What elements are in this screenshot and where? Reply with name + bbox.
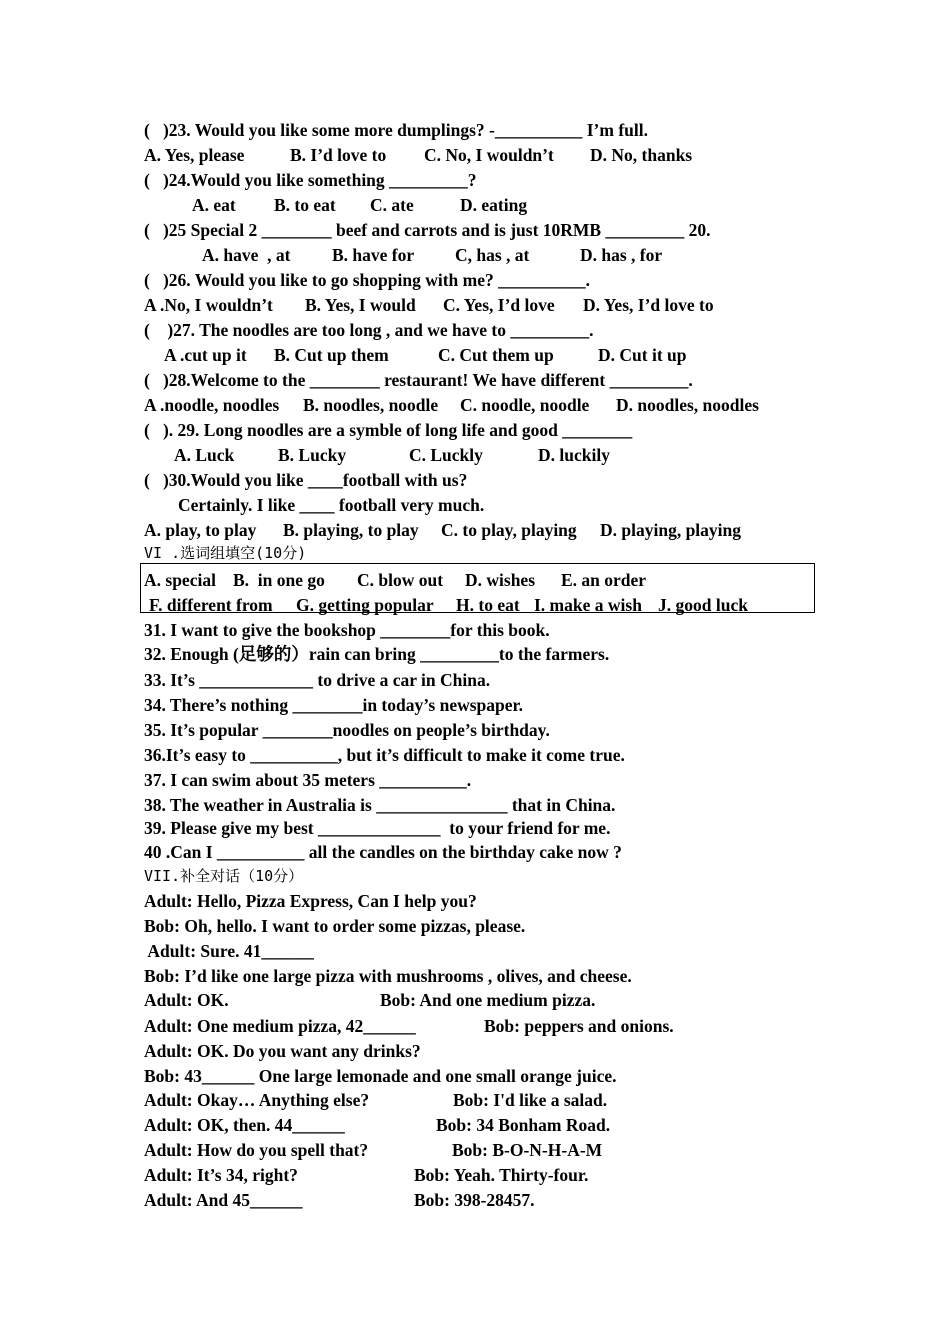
item-35: 35. It’s popular ________noodles on people’s birthday. [144, 720, 550, 740]
dialogue-adult: Adult: And 45______ [144, 1190, 303, 1210]
word-bank-f: F. different from [149, 595, 273, 615]
item-32: 32. Enough (足够的）rain can bring _________to the farmers. [144, 644, 610, 664]
option-27a: A .cut up it [164, 345, 247, 365]
dialogue-line: Bob: Oh, hello. I want to order some pizzas, please. [144, 916, 526, 936]
word-bank-c: C. blow out [357, 570, 444, 590]
option-27b: B. Cut up them [274, 345, 389, 365]
option-23c: C. No, I wouldn’t [424, 145, 554, 165]
option-24b: B. to eat [274, 195, 336, 215]
option-26a: A .No, I wouldn’t [144, 295, 273, 315]
item-31: 31. I want to give the bookshop ________for this book. [144, 620, 550, 640]
option-26b: B. Yes, I would [305, 295, 416, 315]
option-25a: A. have , at [202, 245, 291, 265]
section-7-title: VII.补全对话（10分） [144, 867, 304, 885]
question-30: ( )30.Would you like ____football with us? [144, 470, 468, 490]
item-39: 39. Please give my best ______________ to your friend for me. [144, 818, 611, 838]
question-26: ( )26. Would you like to go shopping with me? __________. [144, 270, 590, 290]
dialogue-bob: Bob: peppers and onions. [484, 1016, 674, 1036]
option-25b: B. have for [332, 245, 415, 265]
option-23b: B. I’d love to [290, 145, 387, 165]
option-26d: D. Yes, I’d love to [583, 295, 714, 315]
option-28c: C. noodle, noodle [460, 395, 590, 415]
word-bank-g: G. getting popular [296, 595, 434, 615]
question-24: ( )24.Would you like something _________? [144, 170, 477, 190]
option-29b: B. Lucky [278, 445, 347, 465]
word-bank-h: H. to eat [456, 595, 520, 615]
option-28d: D. noodles, noodles [616, 395, 759, 415]
dialogue-bob: Bob: B-O-N-H-A-M [452, 1140, 603, 1160]
dialogue-line: Bob: I’d like one large pizza with mushrooms , olives, and cheese. [144, 966, 632, 986]
dialogue-bob: Bob: And one medium pizza. [380, 990, 596, 1010]
option-24c: C. ate [370, 195, 414, 215]
dialogue-bob: Bob: I'd like a salad. [453, 1090, 608, 1110]
option-30b: B. playing, to play [283, 520, 419, 540]
option-27d: D. Cut it up [598, 345, 687, 365]
option-25c: C, has , at [455, 245, 530, 265]
question-28: ( )28.Welcome to the ________ restaurant! We have different _________. [144, 370, 693, 390]
item-36: 36.It’s easy to __________, but it’s difficult to make it come true. [144, 745, 625, 765]
option-30d: D. playing, playing [600, 520, 742, 540]
word-bank-e: E. an order [561, 570, 647, 590]
item-38: 38. The weather in Australia is _______________ that in China. [144, 795, 616, 815]
item-34: 34. There’s nothing ________in today’s newspaper. [144, 695, 524, 715]
question-23: ( )23. Would you like some more dumplings? -__________ I’m full. [144, 120, 648, 140]
option-26c: C. Yes, I’d love [443, 295, 555, 315]
option-25d: D. has , for [580, 245, 663, 265]
dialogue-bob: Bob: 34 Bonham Road. [436, 1115, 611, 1135]
question-25: ( )25 Special 2 ________ beef and carrots and is just 10RMB _________ 20. [144, 220, 711, 240]
option-30c: C. to play, playing [441, 520, 577, 540]
option-23d: D. No, thanks [590, 145, 693, 165]
dialogue-adult: Adult: How do you spell that? [144, 1140, 369, 1160]
option-23a: A. Yes, please [144, 145, 245, 165]
option-29a: A. Luck [174, 445, 235, 465]
option-24a: A. eat [192, 195, 236, 215]
dialogue-adult: Adult: OK. Do you want any drinks? [144, 1041, 421, 1061]
option-28a: A .noodle, noodles [144, 395, 280, 415]
word-bank-b: B. in one go [233, 570, 325, 590]
dialogue-bob: Bob: 43______ One large lemonade and one small orange juice. [144, 1066, 617, 1086]
dialogue-bob: Bob: 398-28457. [414, 1190, 535, 1210]
word-bank-j: J. good luck [658, 595, 748, 615]
dialogue-adult: Adult: OK, then. 44______ [144, 1115, 345, 1135]
dialogue-adult: Adult: OK. [144, 990, 229, 1010]
word-bank-a: A. special [144, 570, 216, 590]
word-bank-d: D. wishes [465, 570, 536, 590]
dialogue-line: Adult: Hello, Pizza Express, Can I help you? [144, 891, 477, 911]
dialogue-line: Adult: Sure. 41______ [144, 941, 314, 961]
dialogue-adult: Adult: Okay… Anything else? [144, 1090, 370, 1110]
question-27: ( )27. The noodles are too long , and we have to _________. [144, 320, 594, 340]
option-29d: D. luckily [538, 445, 610, 465]
option-29c: C. Luckly [409, 445, 483, 465]
dialogue-adult: Adult: One medium pizza, 42______ [144, 1016, 416, 1036]
item-40: 40 .Can I __________ all the candles on the birthday cake now ? [144, 842, 622, 862]
question-30-part2: Certainly. I like ____ football very much. [178, 495, 485, 515]
option-28b: B. noodles, noodle [303, 395, 439, 415]
item-33: 33. It’s _____________ to drive a car in China. [144, 670, 491, 690]
option-27c: C. Cut them up [438, 345, 554, 365]
section-6-title: VI .选词组填空(10分) [144, 544, 307, 562]
option-30a: A. play, to play [144, 520, 257, 540]
question-29: ( ). 29. Long noodles are a symble of long life and good ________ [144, 420, 633, 440]
word-bank-i: I. make a wish [534, 595, 642, 615]
dialogue-bob: Bob: Yeah. Thirty-four. [414, 1165, 589, 1185]
item-37: 37. I can swim about 35 meters __________. [144, 770, 472, 790]
option-24d: D. eating [460, 195, 528, 215]
dialogue-adult: Adult: It’s 34, right? [144, 1165, 298, 1185]
